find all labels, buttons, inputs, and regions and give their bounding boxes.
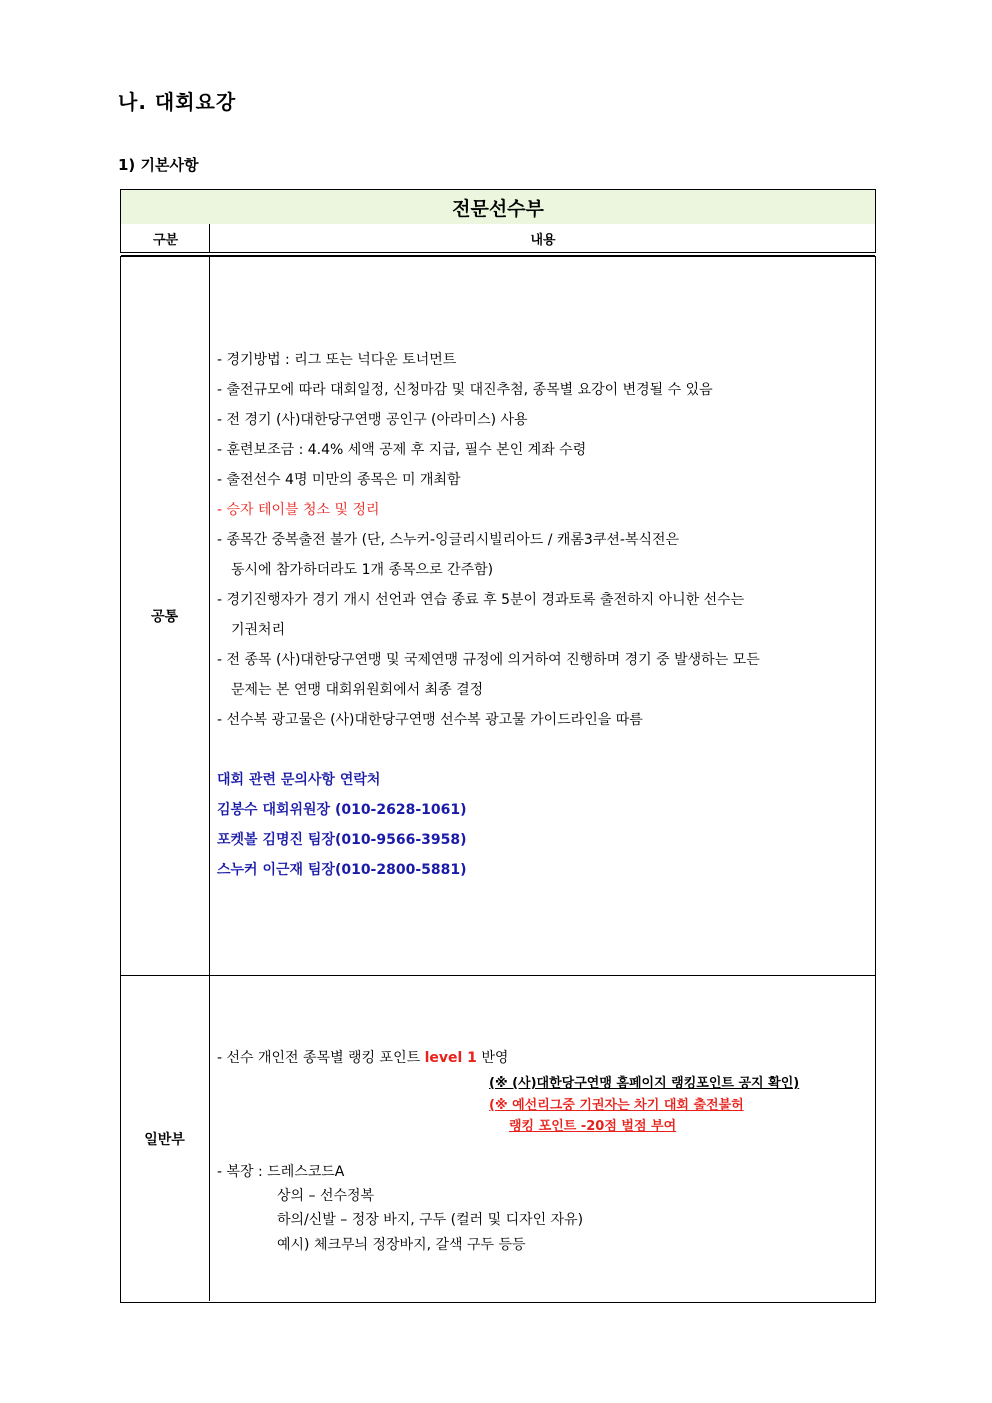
row-separator — [120, 975, 876, 976]
penalty-note-line2: 랭킹 포인트 -20점 벌점 부여 — [509, 1119, 677, 1134]
spacer — [217, 735, 760, 765]
table-title: 전문선수부 — [120, 189, 876, 225]
rule-line: - 선수복 광고물은 (사)대한당구연맹 선수복 광고물 가이드라인을 따름 — [217, 712, 643, 728]
column-divider — [209, 256, 210, 1301]
dress-code-title: - 복장 : 드레스코드A — [217, 1164, 345, 1180]
rule-line-highlight: - 승자 테이블 청소 및 정리 — [217, 502, 380, 518]
rule-line: - 경기진행자가 경기 개시 선언과 연습 종료 후 5분이 경과토록 출전하지 아니한 선수는 — [217, 592, 745, 608]
ranking-prefix: - 선수 개인전 종목별 랭킹 포인트 — [217, 1050, 425, 1066]
dress-item: 하의/신발 – 정장 바지, 구두 (컬러 및 디자인 자유) — [277, 1212, 584, 1228]
header-divider — [209, 224, 210, 252]
rule-line-continued: 문제는 본 연맹 대회위원회에서 최종 결정 — [231, 682, 484, 698]
rule-line-continued: 동시에 참가하더라도 1개 종목으로 간주함) — [231, 562, 494, 578]
contact-title: 대회 관련 문의사항 연락처 — [217, 772, 381, 788]
rules-table — [120, 189, 876, 1302]
rule-line: - 출전규모에 따라 대회일정, 신청마감 및 대진추첨, 종목별 요강이 변경될 수 있음 — [217, 382, 713, 398]
rule-line: - 훈련보조금 : 4.4% 세액 공제 후 지급, 필수 본인 계좌 수령 — [217, 442, 587, 458]
rule-line: - 전 경기 (사)대한당구연맹 공인구 (아라미스) 사용 — [217, 412, 528, 428]
subsection-heading: 1) 기본사항 — [118, 156, 199, 174]
rule-line: - 전 종목 (사)대한당구연맹 및 국제연맹 규정에 의거하여 진행하며 경기 중 발생하는 모든 — [217, 652, 760, 668]
contact-item: 포켓볼 김명진 팀장(010-9566-3958) — [217, 832, 467, 848]
section-heading: 나. 대회요강 — [118, 90, 237, 114]
penalty-note-line1: (※ 예선리그중 기권자는 차기 대회 출전불허 — [489, 1098, 744, 1113]
ranking-level: level 1 — [424, 1050, 477, 1066]
ranking-line — [217, 1047, 508, 1067]
category-general: 일반부 — [144, 1131, 185, 1148]
dress-item: 예시) 체크무늬 정장바지, 갈색 구두 등등 — [277, 1237, 526, 1253]
rule-line-continued: 기권처리 — [231, 622, 286, 638]
rule-line: - 경기방법 : 리그 또는 넉다운 토너먼트 — [217, 352, 457, 368]
header-category: 구분 — [152, 232, 179, 248]
common-rules — [217, 345, 760, 885]
rule-line: - 종목간 중복출전 불가 (단, 스누커-잉글리시빌리아드 / 캐롬3쿠션-복식전은 — [217, 532, 680, 548]
rule-line: - 출전선수 4명 미만의 종목은 미 개최함 — [217, 472, 461, 488]
contact-item: 김봉수 대회위원장 (010-2628-1061) — [217, 802, 467, 818]
ranking-suffix: 반영 — [476, 1050, 509, 1066]
dress-item: 상의 – 선수정복 — [277, 1188, 375, 1204]
ranking-note: (※ (사)대한당구연맹 홈페이지 랭킹포인트 공지 확인) — [489, 1076, 800, 1091]
table-header-row — [120, 224, 876, 253]
category-common: 공통 — [150, 609, 179, 625]
header-content: 내용 — [530, 232, 556, 248]
contact-item: 스누커 이근재 팀장(010-2800-5881) — [217, 862, 467, 878]
